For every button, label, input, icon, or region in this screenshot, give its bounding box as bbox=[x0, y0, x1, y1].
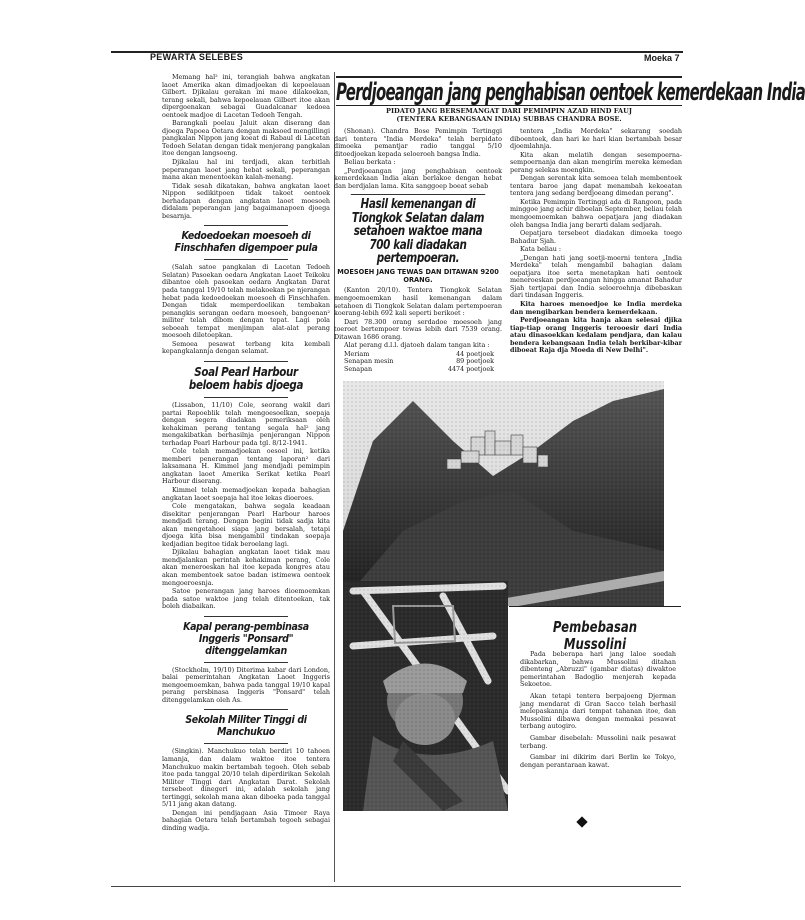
right-column bbox=[510, 128, 682, 356]
paragraph: Kata beliau : bbox=[520, 245, 562, 254]
paragraph: tentera „India Merdeka" sekarang soedah diboentoek, dan hari ke hari kian bertambah besar djoemlahnja. bbox=[510, 127, 682, 151]
article-subheadline: MOESOEH JANG TEWAS DAN DITAWAN 9200 ORANG. bbox=[337, 267, 499, 284]
paragraph: Barangkali poelau Jaluit akan diserang dan djoega Papoea Oetara dengan maksoed mengillingi pangkalan Nippon jang koeat di Rabaul di Lacetan Tedoeh Selatan dengan tidak menjerang pangkalan itoe dengan langsoeng. bbox=[162, 119, 330, 158]
paragraph: Pada beberapa hari jang laloe soedah dikabarkan, bahwa Mussolini ditahan dibenteng „Abruzzi" (gambar diatas) diwaktoe pemerintahan Badoglio menjerah kepada Sekoetoe. bbox=[520, 650, 676, 689]
paragraph: (Stockholm, 19/10) Diterima kabar dari London, balai pemerintahan Angkatan Laoet Inggeris mengoemoemkan, bahwa pada tanggal 19/10 kapal perang persbinasa Inggeris "Ponsard" telah ditenggelamkan oleh As. bbox=[162, 665, 330, 704]
paragraph: Memang hal² ini, terangiah bahwa angkatan laoet Amerika akan dimadjoekan di kepoelauan Gilbert. Djikalau gerakan ini maoe dilakoekan, terang sekali, bahwa kepoelauan Gilbert itoe akan dipergoenakan sebagai Guadalcanar kedoea oentoek madjoe di Lacetan Tedoeh Tengah. bbox=[162, 73, 330, 119]
paragraph: (Kanton 20/10). Tentera Tiongkok Selatan mengoemoemkan hasil kemenangan dalam setahoen di Tiongkok Selatan dalam pertempoeran koerang-lebih 692 kali seperti berikoet : bbox=[334, 286, 502, 318]
paragraph: Kita akan melatih dengan sesempoerna-sempoernanja dan akan mengirim mereka kemedan perang selekas moengkin. bbox=[510, 150, 682, 174]
separator bbox=[204, 225, 288, 226]
paragraph: „Dengan hati jang soetji-moerni tentera „India Merdeka" telah mengambil bahagian dalam oepatjara itoe serta menetapkan hati oentoek meneroeskan perdjoeangan hingga amanat Bahadur Sjah tertjapai dan India seloeroehnja dibebaskan dari tindasan Inggeris. bbox=[510, 253, 682, 300]
paragraph: „Perdjoeangan jang penghabisan oentoek kemerdekaan India akan berlakoe dengan hebat dan berdjalan lama. Kita sanggoep boeat sebab bbox=[334, 166, 502, 190]
box-headline: Pembebasan Mussolini bbox=[552, 618, 638, 653]
paragraph: Djikalau bahagian angkatan laoet tidak mau mendjalankan perintah kehakiman perang, Cole akan meneroeskan hal itoe kepada kongres atau akan membentoek satoe badan istimewa oentoek mengoeroesnja. bbox=[162, 548, 330, 587]
article-headline: Hasil kemenangan di Tiongkok Selatan dalam setahoen waktoe mana 700 kali diadakan pertempoeran. bbox=[351, 194, 485, 266]
paragraph: Semoea pesawat terbang kita kembali kepangkalannja dengan selamat. bbox=[162, 339, 330, 356]
paragraph: Tidak sesah dikatakan, bahwa angkatan laoet Nippon sedikitpoen tidak takoet oentoek berhadapan dengan angkatan laoet moesoeh didalam peperangan jang bagaimanapoen djoega besarnja. bbox=[162, 181, 330, 220]
main-headline bbox=[336, 76, 805, 106]
box-body bbox=[520, 651, 676, 773]
separator bbox=[204, 259, 288, 260]
paragraph: Gambar ini dikirim dari Berlin ke Tokyo, dengan perantaraan kawat. bbox=[520, 753, 676, 769]
paragraph: Cole telah memadjoekan oesoel ini, ketika memberi penerangan tentang laporan² dari laksamana H. Kimmel jang mendjadi pemimpin angkatan laoet Amerika Serikat ketika Pearl Harbour diserang. bbox=[162, 447, 330, 486]
paragraph: Satoe penerangan jang haroes dioemoemkan pada satoe waktoe jang telah ditentoekan, tak boleh diabaikan. bbox=[162, 587, 330, 611]
separator bbox=[204, 709, 288, 710]
mussolini-box bbox=[509, 606, 681, 836]
paragraph: Perdjoeangan kita hanja akan selesai djika tiap-tiap orang Inggeris terooesir dari India atau dinasoekkan kedalam pendjara, dan kalau bendera kebangsaan India telah berkibar-kibar diboeat Raja dja Moeda di New Delhi". bbox=[510, 316, 682, 355]
left-column bbox=[162, 74, 330, 833]
list-item: Senapan 4474 poetjoek bbox=[344, 364, 494, 373]
paragraph: (Lissabon, 11/10) Cole, seorang wakil dari partai Repoeblik telah mengoesoelkan, soepaja dengan segera diadakan pemeriksaan oleh kehakiman perang tentang segala hal² jang mengakibatkan berhasilnja penjerangan Nippon terhadap Pearl Harbour pada tgl. 8/12-1941. bbox=[162, 400, 330, 447]
article-headline: Sekolah Militer Tinggi di Manchukuo bbox=[185, 713, 307, 739]
paragraph: Djikalau hal ini terdjadi, akan terbitlah peperangan laoet jang hebat sekali, peperangan mana akan menentoekan kalah-menang. bbox=[162, 158, 330, 182]
paragraph: Dengan serentak kita semoea telah membentoek tentara baroe jang dapat menambah kekoeatan tentera jang sedang berdjoeang dimedan perang". bbox=[510, 174, 682, 198]
paragraph: Cole mengatakan, bahwa segala keadaan disekitar penjerangan Pearl Harbour haroes mendjadi terang. Dengan begini tidak sadja kita akan mengetahoei siapa jang bersalah, tetapi djoega kita bisa mengambil tindakan soepaja kedjadian begitoe tidak beroelang lagi. bbox=[162, 502, 330, 548]
main-subheadline bbox=[336, 108, 682, 124]
footer-rule bbox=[111, 886, 681, 887]
subheadline-line: PIDATO JANG BERSEMANGAT DARI PEMIMPIN AZAD HIND FAUJ bbox=[386, 107, 632, 115]
separator bbox=[204, 397, 288, 398]
paragraph: (Shonan). Chandra Bose Pemimpin Tertinggi dari tentera "India Merdeka" telah berpidato dimoeka pemantjar radio tanggal 5/10 ditoedjoekan kepada seloeroeh bangsa India. bbox=[334, 127, 502, 158]
paragraph: Kimmel telah memadjoekan kepada bahagian angkatan laoet soepaja hal itoe lekas dioeroes. bbox=[162, 485, 330, 502]
publication-name: PEWARTA SELEBES bbox=[150, 52, 244, 62]
article-headline: Kedoedoekan moesoeh di Finschhafen digempoer pula bbox=[174, 229, 318, 255]
paragraph: Akan tetapi tentera berpajoeng Djerman jang mendarat di Gran Sacco telah berhasil melepaskannja dari tempat tahanan itoe, dan Mussolini dibawa dengan memakai pesawat terbang autogiro. bbox=[520, 691, 676, 731]
middle-column bbox=[334, 128, 502, 373]
main-headline-text: Perdjoeangan jang penghabisan oentoek kemerdekaan India bbox=[336, 78, 805, 106]
article-headline: Soal Pearl Harbour beloem habis djoega bbox=[188, 364, 304, 392]
separator bbox=[204, 743, 288, 744]
paragraph: Ketika Pemimpin Tertinggi ada di Rangoon, pada minggoe jang achir diboelan September, beliau telah mengoemoemkan bahwa oepatjara jang diadakan oleh bangsa India jang berarti dalam sedjarah. bbox=[510, 197, 682, 229]
paragraph: (Singkin). Manchukuo telah berdiri 10 tahoen lamanja, dan dalam waktoe itoe tentera Manchukuo makin bertambah tegoeh. Oleh sebab itoe pada tanggal 20/10 telah diperdirikan Sekolah Militer Tinggi dari Angkatan Darat. Sekolah tersebeot dinegeri ini, adalah sekolah jang tertinggi, sekolah mana akan diboeka pada tanggal 5/11 jang akan datang. bbox=[162, 747, 330, 809]
article-headline: Kapal perang-pembinasa Inggeris "Ponsard" ditenggelamkan bbox=[183, 619, 309, 657]
paragraph: Oepatjara tersebeot diadakan dimoeka toego Bahadur Sjah. bbox=[510, 229, 682, 245]
separator bbox=[204, 361, 288, 362]
separator bbox=[204, 662, 288, 663]
paragraph: (Salah satoe pangkalan di Lacetan Tedoeh Selatan) Pasoekan oedara Angkatan Laoet Teikoku dibantoe oleh pasoekan oedara Angkatan Darat pada tanggal 19/10 telah melakoekan pe njerangan hebat pada kedoedoekan moesoeh di Finschhafen. Dengan tidak memperdoelikan tembakan penangkis serangan oedara moesoeh, bangoenan² militer telah dibom dengan tepat. Lagi pola seboeah tempat menjimpan alat-alat perang moesoeh diletoepkan. bbox=[162, 263, 330, 340]
paragraph: Dengan ini pendjagaan Asia Timoer Raya bahagian Oetara telah bertambah tegoeh sebagai dinding wadja. bbox=[162, 808, 330, 832]
paragraph: Kita haroes menoedjoe ke India merdeka dan mengibarkan bendera kemerdekaan. bbox=[510, 300, 682, 316]
paragraph: Beliau berkata : bbox=[344, 158, 396, 167]
list-item: Meriam 44 poetjoek bbox=[344, 349, 494, 358]
paragraph: Gambar disebelah: Mussolini naik pesawat terbang. bbox=[520, 733, 676, 750]
separator bbox=[204, 616, 288, 617]
paragraph: Dari 78.300 orang serdadoe moesoeh jang toeroet bertempoer tewas lebih dari 7539 orang. Ditawan 1686 orang. bbox=[334, 317, 502, 341]
page-number: Moeka 7 bbox=[644, 53, 680, 63]
paragraph: Alat perang d.l.l. djatoeh dalam tangan kita : bbox=[344, 341, 490, 350]
list-item: Senapan mesin 89 poetjoek bbox=[344, 357, 494, 366]
subheadline-line: (TENTERA KEBANGSAAN INDIA) SUBBAS CHANDRA BOSE. bbox=[396, 114, 622, 123]
weapons-list bbox=[344, 351, 494, 374]
